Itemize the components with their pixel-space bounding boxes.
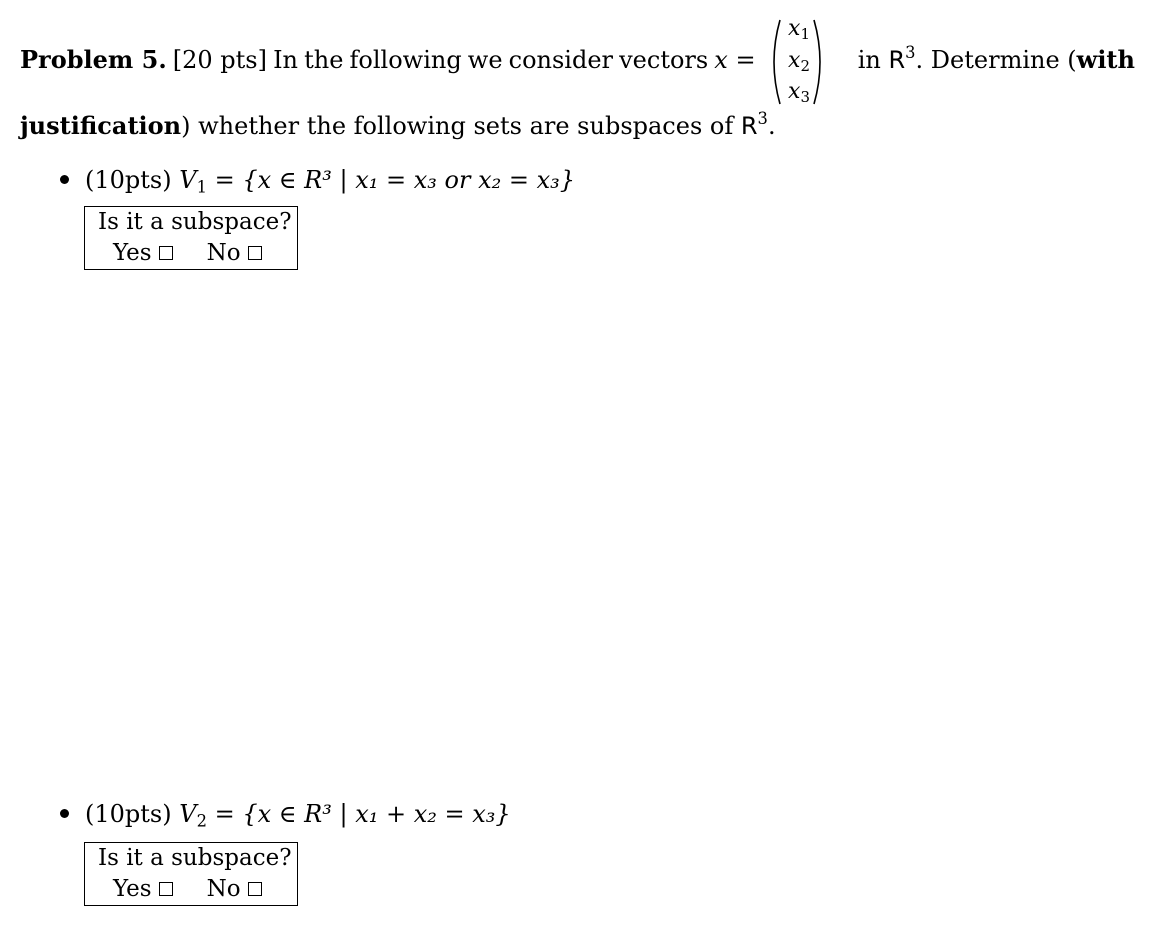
intro-word: consider xyxy=(508,46,614,74)
answer-question: Is it a subspace? xyxy=(98,845,292,871)
intro-word: the xyxy=(304,46,344,74)
problem-statement-line-1 xyxy=(20,44,1135,76)
vector-entry-3: $x_3$ xyxy=(788,79,810,107)
problem-statement-line-2: justification) whether the following sets are subspaces of $R^3$. xyxy=(20,109,776,140)
set-definition: = {x ∈ R³ | x₁ = x₃ or x₂ = x₃} xyxy=(214,166,576,194)
no-option[interactable]: No xyxy=(207,876,262,902)
yes-checkbox[interactable] xyxy=(159,882,173,896)
answer-box-2 xyxy=(84,842,298,906)
answer-options xyxy=(113,240,262,266)
set-definition: = {x ∈ R³ | x₁ + x₂ = x₃} xyxy=(214,800,511,828)
yes-option[interactable]: Yes xyxy=(113,876,173,902)
answer-question: Is it a subspace? xyxy=(98,209,292,235)
vector-equation: x = xyxy=(714,46,756,74)
intro-word: following xyxy=(349,46,462,74)
set-name: $V_1$ xyxy=(179,166,207,197)
points-label: [20 pts] xyxy=(172,46,267,74)
part-points: (10pts) xyxy=(85,166,172,194)
no-option[interactable]: No xyxy=(207,240,262,266)
vector-entry-1: $x_1$ xyxy=(788,16,810,44)
reals-symbol: R xyxy=(740,112,758,140)
part-2-statement xyxy=(60,798,511,830)
yes-checkbox[interactable] xyxy=(159,246,173,260)
part-points: (10pts) xyxy=(85,800,172,828)
space-statement: in $R^3$. Determine (with xyxy=(857,43,1135,74)
answer-options xyxy=(113,876,262,902)
set-name: $V_2$ xyxy=(179,800,207,831)
intro-word: In xyxy=(273,46,299,74)
column-vector xyxy=(766,16,828,108)
intro-word: we xyxy=(467,46,503,74)
intro-word: vectors xyxy=(619,46,709,74)
no-checkbox[interactable] xyxy=(248,882,262,896)
answer-box-1 xyxy=(84,206,298,270)
bullet-icon xyxy=(60,175,69,184)
no-checkbox[interactable] xyxy=(248,246,262,260)
part-1-statement xyxy=(60,164,575,196)
problem-label: Problem 5. xyxy=(20,45,167,74)
reals-exponent: 3 xyxy=(757,109,768,129)
bullet-icon xyxy=(60,809,69,818)
yes-option[interactable]: Yes xyxy=(113,240,173,266)
vector-entry-2: $x_2$ xyxy=(788,48,810,76)
